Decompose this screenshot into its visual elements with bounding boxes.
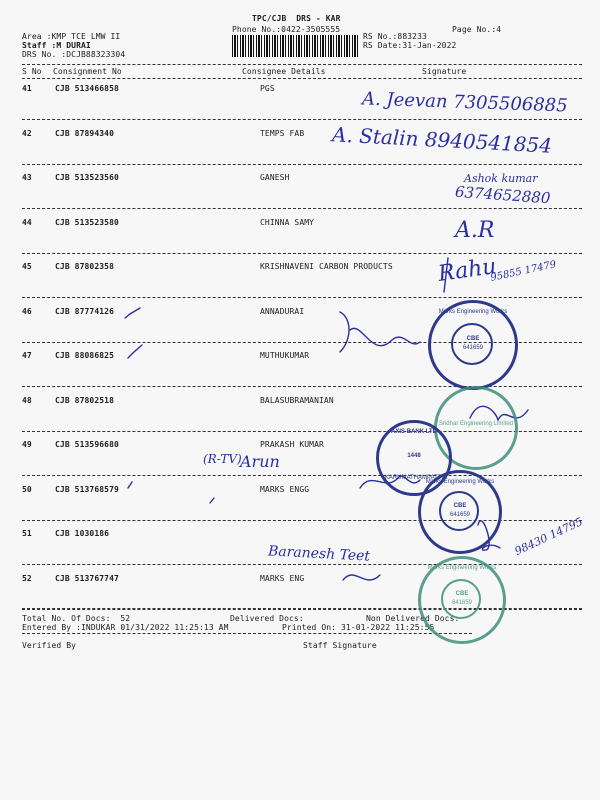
row-consignment: CJB 1030186 xyxy=(55,529,110,538)
marks-engineering-stamp-50: Marks Engineering Works CBE 641659 xyxy=(418,470,502,554)
row-consignment: CJB 87802358 xyxy=(55,262,114,271)
row-consignee: GANESH xyxy=(260,173,290,182)
axis-bank-stamp-49: AXIS BANK LTD 1448 KARUMATHAMPATTI xyxy=(376,420,452,496)
row-consignment: CJB 513596680 xyxy=(55,440,119,449)
signature-44: A.R xyxy=(455,218,495,243)
scribble-52 xyxy=(343,575,380,580)
signature-45: Rahu xyxy=(436,254,498,287)
tick-46 xyxy=(125,308,140,318)
row-sno: 50 xyxy=(22,485,32,494)
verified-by: Verified By xyxy=(22,641,77,650)
row-sno: 43 xyxy=(22,173,32,182)
column-consignee: Consignee Details xyxy=(242,67,326,76)
row-consignee: PRAKASH KUMAR xyxy=(260,440,324,449)
row-consignment: CJB 88086825 xyxy=(55,351,114,360)
round-green-stamp-48: Sridhar Engineering Limited xyxy=(434,386,518,470)
signature-43-name: Ashok kumar xyxy=(464,172,538,185)
signature-51-number: 98430 14795 xyxy=(512,515,585,558)
signature-51-name: Baranesh Teet xyxy=(267,543,371,565)
row-sno: 52 xyxy=(22,574,32,583)
column-consignment: Consignment No xyxy=(53,67,122,76)
drs-number: DRS No. :DCJB88323304 xyxy=(22,50,126,59)
row-consignment: CJB 513767747 xyxy=(55,574,119,583)
marks-engineering-stamp-47: Marks Engineering Works CBE 641659 xyxy=(428,300,518,390)
scribble-45 xyxy=(444,258,448,292)
area-label: Area :KMP TCE LMW II xyxy=(22,32,121,41)
signature-49: Arun xyxy=(240,452,280,471)
row-consignee: ANNADURAI xyxy=(260,307,305,316)
entered-by: Entered By :INDUKAR 01/31/2022 11:25:13 AM xyxy=(22,623,229,632)
row-consignment: CJB 513523580 xyxy=(55,218,119,227)
row-consignment: CJB 87774126 xyxy=(55,307,114,316)
row-consignee: CHINNA SAMY xyxy=(260,218,315,227)
row-consignee: TEMPS FAB xyxy=(260,129,305,138)
rs-date: RS Date:31-Jan-2022 xyxy=(363,41,457,50)
marks-engineering-stamp-52: Marks Engineering Works CBE 641659 xyxy=(418,556,506,644)
row-sno: 46 xyxy=(22,307,32,316)
non-delivered-docs: Non Delivered Docs: xyxy=(366,614,460,623)
row-consignee: KRISHNAVENI CARBON PRODUCTS xyxy=(260,262,393,271)
tick-51 xyxy=(210,498,214,503)
tick-47 xyxy=(128,345,142,358)
row-sno: 49 xyxy=(22,440,32,449)
page-number: Page No.:4 xyxy=(452,25,502,34)
scribble-47 xyxy=(340,312,420,352)
row-sno: 48 xyxy=(22,396,32,405)
row-sno: 44 xyxy=(22,218,32,227)
printed-on: Printed On: 31-01-2022 11:25:55 xyxy=(282,623,435,632)
staff-label: Staff :M DURAI xyxy=(22,41,91,50)
delivered-docs: Delivered Docs: xyxy=(230,614,304,623)
row-consignment: CJB 87894340 xyxy=(55,129,114,138)
row-sno: 41 xyxy=(22,84,32,93)
row-consignee: MARKS ENG xyxy=(260,574,305,583)
signature-42: A. Stalin 8940541854 xyxy=(331,122,553,158)
signature-45-number: 95855 17479 xyxy=(489,259,558,284)
row-consignee: BALASUBRAMANIAN xyxy=(260,396,334,405)
row-consignee: MUTHUKUMAR xyxy=(260,351,310,360)
column-sno: S No xyxy=(22,67,42,76)
row-consignee: MARKS ENGG xyxy=(260,485,310,494)
row-sno: 45 xyxy=(22,262,32,271)
row-consignee: PGS xyxy=(260,84,275,93)
note-49: (R-TV) xyxy=(203,452,242,466)
column-signature: Signature xyxy=(422,67,467,76)
signature-43-phone: 6374652880 xyxy=(454,182,551,208)
staff-signature: Staff Signature xyxy=(303,641,377,650)
signature-41: A. Jeevan 7305506885 xyxy=(361,88,569,117)
row-consignment: CJB 87802518 xyxy=(55,396,114,405)
phone-number: Phone No.:0422-3505555 xyxy=(232,25,341,34)
row-consignment: CJB 513466858 xyxy=(55,84,119,93)
report-title: TPC/CJB DRS - KAR xyxy=(252,14,341,23)
tick-50 xyxy=(128,482,132,488)
row-sno: 51 xyxy=(22,529,32,538)
row-sno: 47 xyxy=(22,351,32,360)
row-consignment: CJB 513523560 xyxy=(55,173,119,182)
row-sno: 42 xyxy=(22,129,32,138)
total-docs: Total No. Of Docs: 52 xyxy=(22,614,131,623)
row-consignment: CJB 513768579 xyxy=(55,485,119,494)
rs-number: RS No.:883233 xyxy=(363,32,427,41)
